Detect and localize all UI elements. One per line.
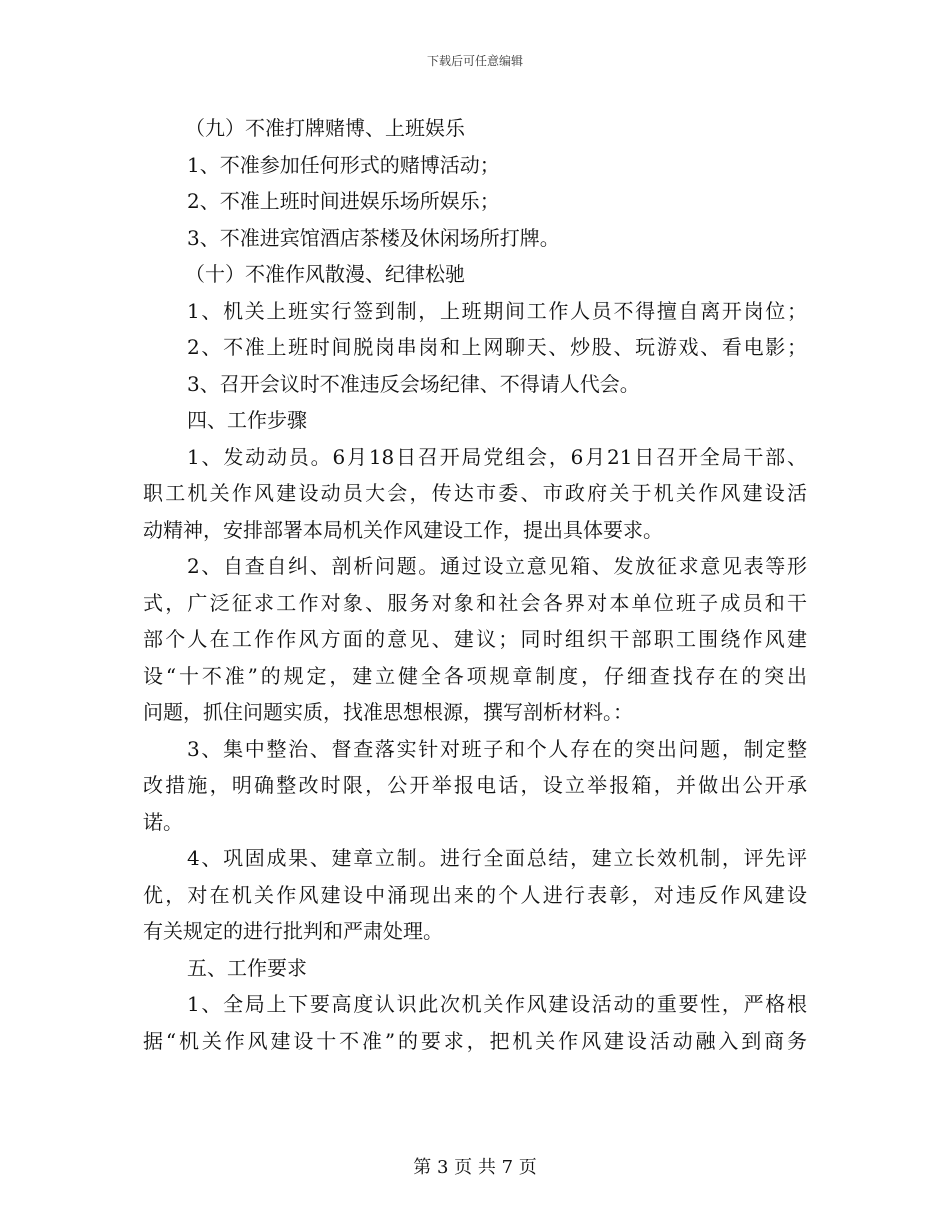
- list-item: 2、不准上班时间脱岗串岗和上网聊天、炒股、玩游戏、看电影；: [187, 335, 807, 359]
- paragraph-line: 部个人在工作作风方面的意见、建议；同时组织干部职工围绕作风建: [143, 627, 807, 651]
- paragraph-line: 优，对在机关作风建设中涌现出来的个人进行表彰，对违反作风建设: [143, 882, 807, 907]
- paragraph-line: 3、集中整治、督查落实针对班子和个人存在的突出问题，制定整: [187, 736, 807, 761]
- paragraph-line: 2、自查自纠、剖析问题。通过设立意见箱、发放征求意见表等形: [187, 554, 807, 578]
- paragraph-line: 职工机关作风建设动员大会，传达市委、市政府关于机关作风建设活: [143, 481, 807, 505]
- paragraph-line: 据“机关作风建设十不准”的要求，把机关作风建设活动融入到商务: [143, 1028, 807, 1053]
- paragraph-line: 1、发动动员。6月18日召开局党组会，6月21日召开全局干部、: [187, 444, 807, 469]
- list-item: 2、不准上班时间进娱乐场所娱乐；: [187, 189, 500, 213]
- list-item: 3、召开会议时不准违反会场纪律、不得请人代会。: [187, 371, 640, 396]
- paragraph-line: 有关规定的进行批判和严肃处理。: [143, 919, 443, 943]
- section-heading-work-steps: 四、工作步骤: [187, 408, 307, 432]
- paragraph-line: 问题，抓住问题实质，找准思想根源，撰写剖析材料。：: [143, 700, 633, 724]
- document-body: [143, 110, 807, 1059]
- list-item: 1、机关上班实行签到制，上班期间工作人员不得擅自离开岗位；: [187, 298, 807, 323]
- section-heading-ten: （十）不准作风散漫、纪律松驰: [185, 262, 465, 286]
- paragraph-line: 式，广泛征求工作对象、服务对象和社会各界对本单位班子成员和干: [143, 590, 807, 615]
- section-heading-work-requirements: 五、工作要求: [187, 955, 307, 980]
- paragraph-line: 改措施，明确整改时限，公开举报电话，设立举报箱，并做出公开承: [143, 773, 807, 797]
- paragraph-line: 诺。: [143, 809, 183, 834]
- page-header-note: 下载后可任意编辑: [426, 54, 523, 68]
- paragraph-line: 1、全局上下要高度认识此次机关作风建设活动的重要性，严格根: [187, 992, 807, 1016]
- section-heading-nine: （九）不准打牌赌博、上班娱乐: [185, 116, 465, 140]
- paragraph-line: 4、巩固成果、建章立制。进行全面总结，建立长效机制，评先评: [187, 846, 807, 870]
- paragraph-line: 设“十不准”的规定，建立健全各项规章制度，仔细查找存在的突出: [143, 663, 807, 688]
- page-number: 第 3 页 共 7 页: [413, 1157, 537, 1178]
- paragraph-line: 动精神，安排部署本局机关作风建设工作，提出具体要求。: [143, 517, 663, 542]
- list-item: 3、不准进宾馆酒店茶楼及休闲场所打牌。: [187, 225, 560, 250]
- list-item: 1、不准参加任何形式的赌博活动；: [187, 152, 500, 177]
